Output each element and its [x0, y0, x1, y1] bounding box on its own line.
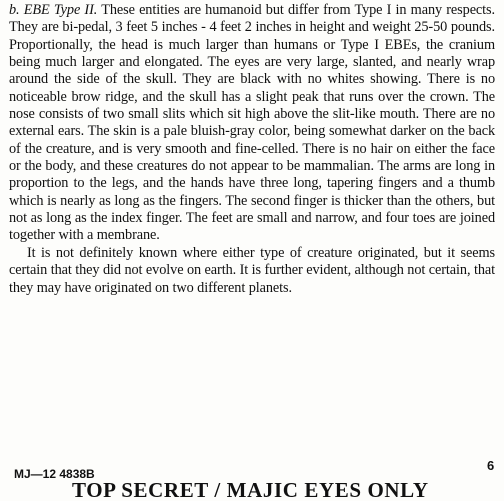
document-body — [9, 2, 495, 297]
page-number: 6 — [487, 458, 495, 473]
paragraph-1-text: These entities are humanoid but differ from Type I in many respects. They are bi-pedal, 3 feet 5 inches - 4 feet 2 inches in height and weight 25-50 pounds. Proportionally, the head is much larger than humans or Type I EBEs, the cranium being much larger and elongated. The eyes are very large, slanted, and nearly wrap around the side of the skull. They are black with no whites showing. There is no noticeable brow ridge, and the skull has a slight peak that runs over the crown. The nose consists of two small slits which sit high above the slit-like mouth. There are no external ears. The skin is a pale bluish-gray color, being somewhat darker on the back of the creature, and is very smooth and fine-celled. There is no hair on either the face or the body, and these creatures do not appear to be mammalian. The arms are long in proportion to the legs, and the hands have three long, tapering fingers and a thumb which is nearly as long as the fingers. The second finger is thicker than the others, but not as long as the index finger. The feet are small and narrow, and four toes are joined together with a membrane. — [9, 2, 495, 244]
paragraph-origin: It is not definitely known where either type of creature originated, but it seems certain that they did not evolve on earth. It is further evident, although not certain, that they may have originated on two different planets. — [9, 244, 495, 296]
paragraph-ebe-type-ii — [9, 2, 495, 245]
section-heading: b. EBE Type II. — [9, 2, 98, 18]
document-id: MJ—12 4838B — [14, 467, 95, 481]
classification-marking: TOP SECRET / MAJIC EYES ONLY — [72, 478, 429, 502]
